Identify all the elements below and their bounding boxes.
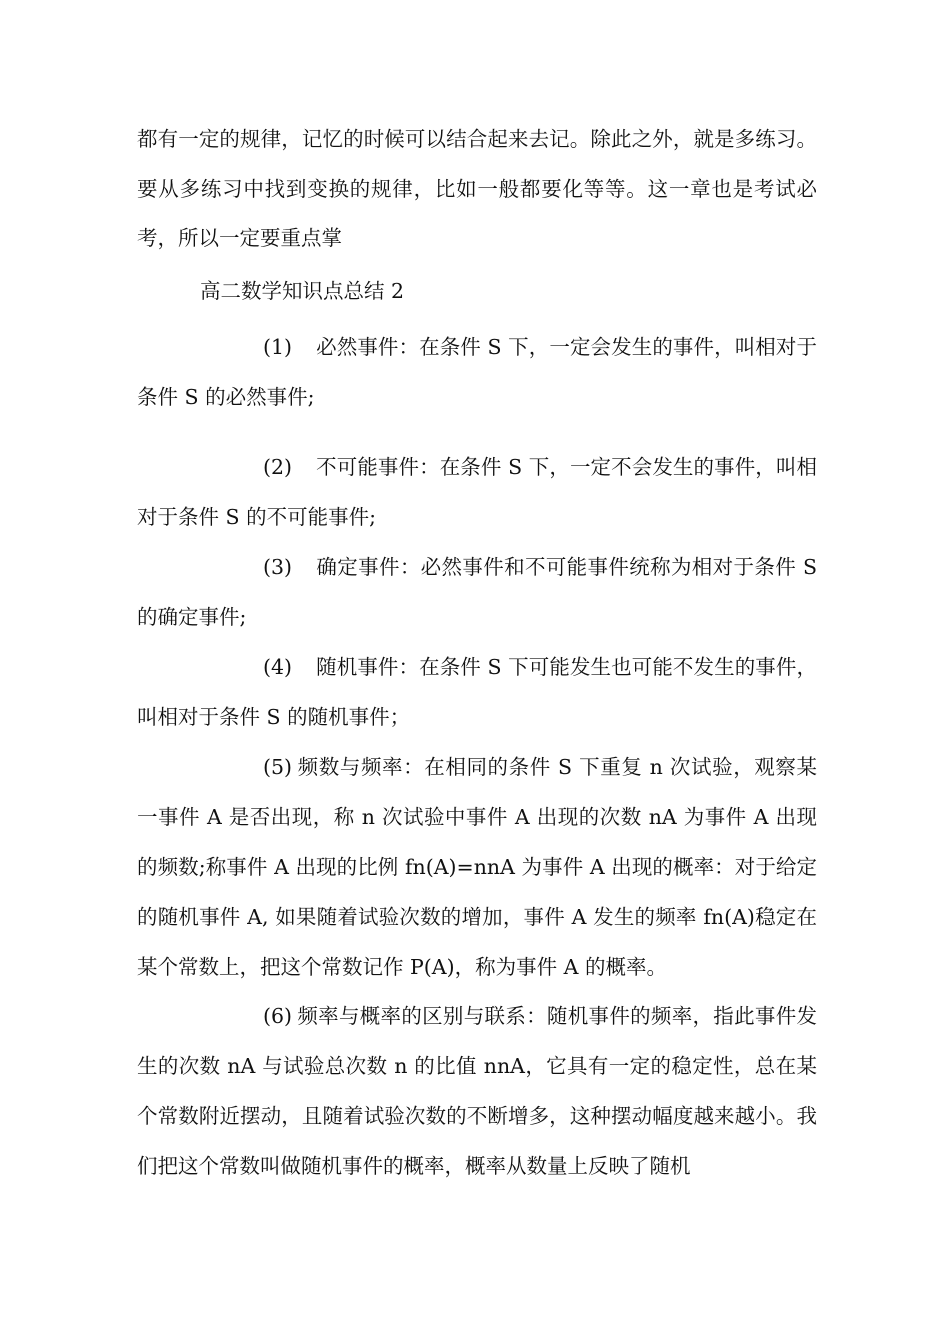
list-item-5-text: 频数与频率：在相同的条件 S 下重复 n 次试验，观察某一事件 A 是否出现，称 n 次试验中事件 A 出现的次数 nA 为事件 A 出现的频数;称事件 A 出现的比例 fn(A)=nnA 为事件 A 出现的概率：对于给定的随机事件 A, 如果随着试验次数的增加，事件 A 发生的频率 fn(A)稳定在某个常数上，把这个常数记作 P(A)，称为事件 A 的概率。 xyxy=(137,755,817,979)
list-item-6 xyxy=(137,991,817,1191)
list-item-3-number: (3) xyxy=(263,555,293,579)
paragraph-intro xyxy=(137,115,817,264)
list-item-1-number: (1) xyxy=(263,335,293,359)
paragraph-intro-text: 都有一定的规律，记忆的时候可以结合起来去记。除此之外，就是多练习。要从多练习中找到变换的规律，比如一般都要化等等。这一章也是考试必考，所以一定要重点掌 xyxy=(137,127,817,250)
list-item-6-text: 频率与概率的区别与联系：随机事件的频率，指此事件发生的次数 nA 与试验总次数 n 的比值 nnA，它具有一定的稳定性，总在某个常数附近摆动，且随着试验次数的不断增多，这种摆动幅度越来越小。我们把这个常数叫做随机事件的概率，概率从数量上反映了随机 xyxy=(137,1004,817,1178)
list-item-4 xyxy=(137,642,817,742)
list-item-1-text: 必然事件：在条件 S 下，一定会发生的事件，叫相对于条件 S 的必然事件; xyxy=(137,335,817,409)
list-item-2 xyxy=(137,442,817,542)
list-item-5-number: (5) xyxy=(263,755,293,779)
list-item-1 xyxy=(137,322,817,422)
section-heading xyxy=(137,266,817,316)
list-item-3 xyxy=(137,542,817,642)
list-item-4-text: 随机事件：在条件 S 下可能发生也可能不发生的事件，叫相对于条件 S 的随机事件； xyxy=(137,655,817,729)
list-item-4-number: (4) xyxy=(263,655,293,679)
list-item-6-number: (6) xyxy=(263,1004,293,1028)
list-item-3-text: 确定事件：必然事件和不可能事件统称为相对于条件 S 的确定事件; xyxy=(137,555,817,629)
section-heading-text: 高二数学知识点总结 2 xyxy=(200,279,405,303)
list-item-2-text: 不可能事件：在条件 S 下，一定不会发生的事件，叫相对于条件 S 的不可能事件; xyxy=(137,455,817,529)
list-item-2-number: (2) xyxy=(263,455,293,479)
list-item-5 xyxy=(137,742,817,992)
